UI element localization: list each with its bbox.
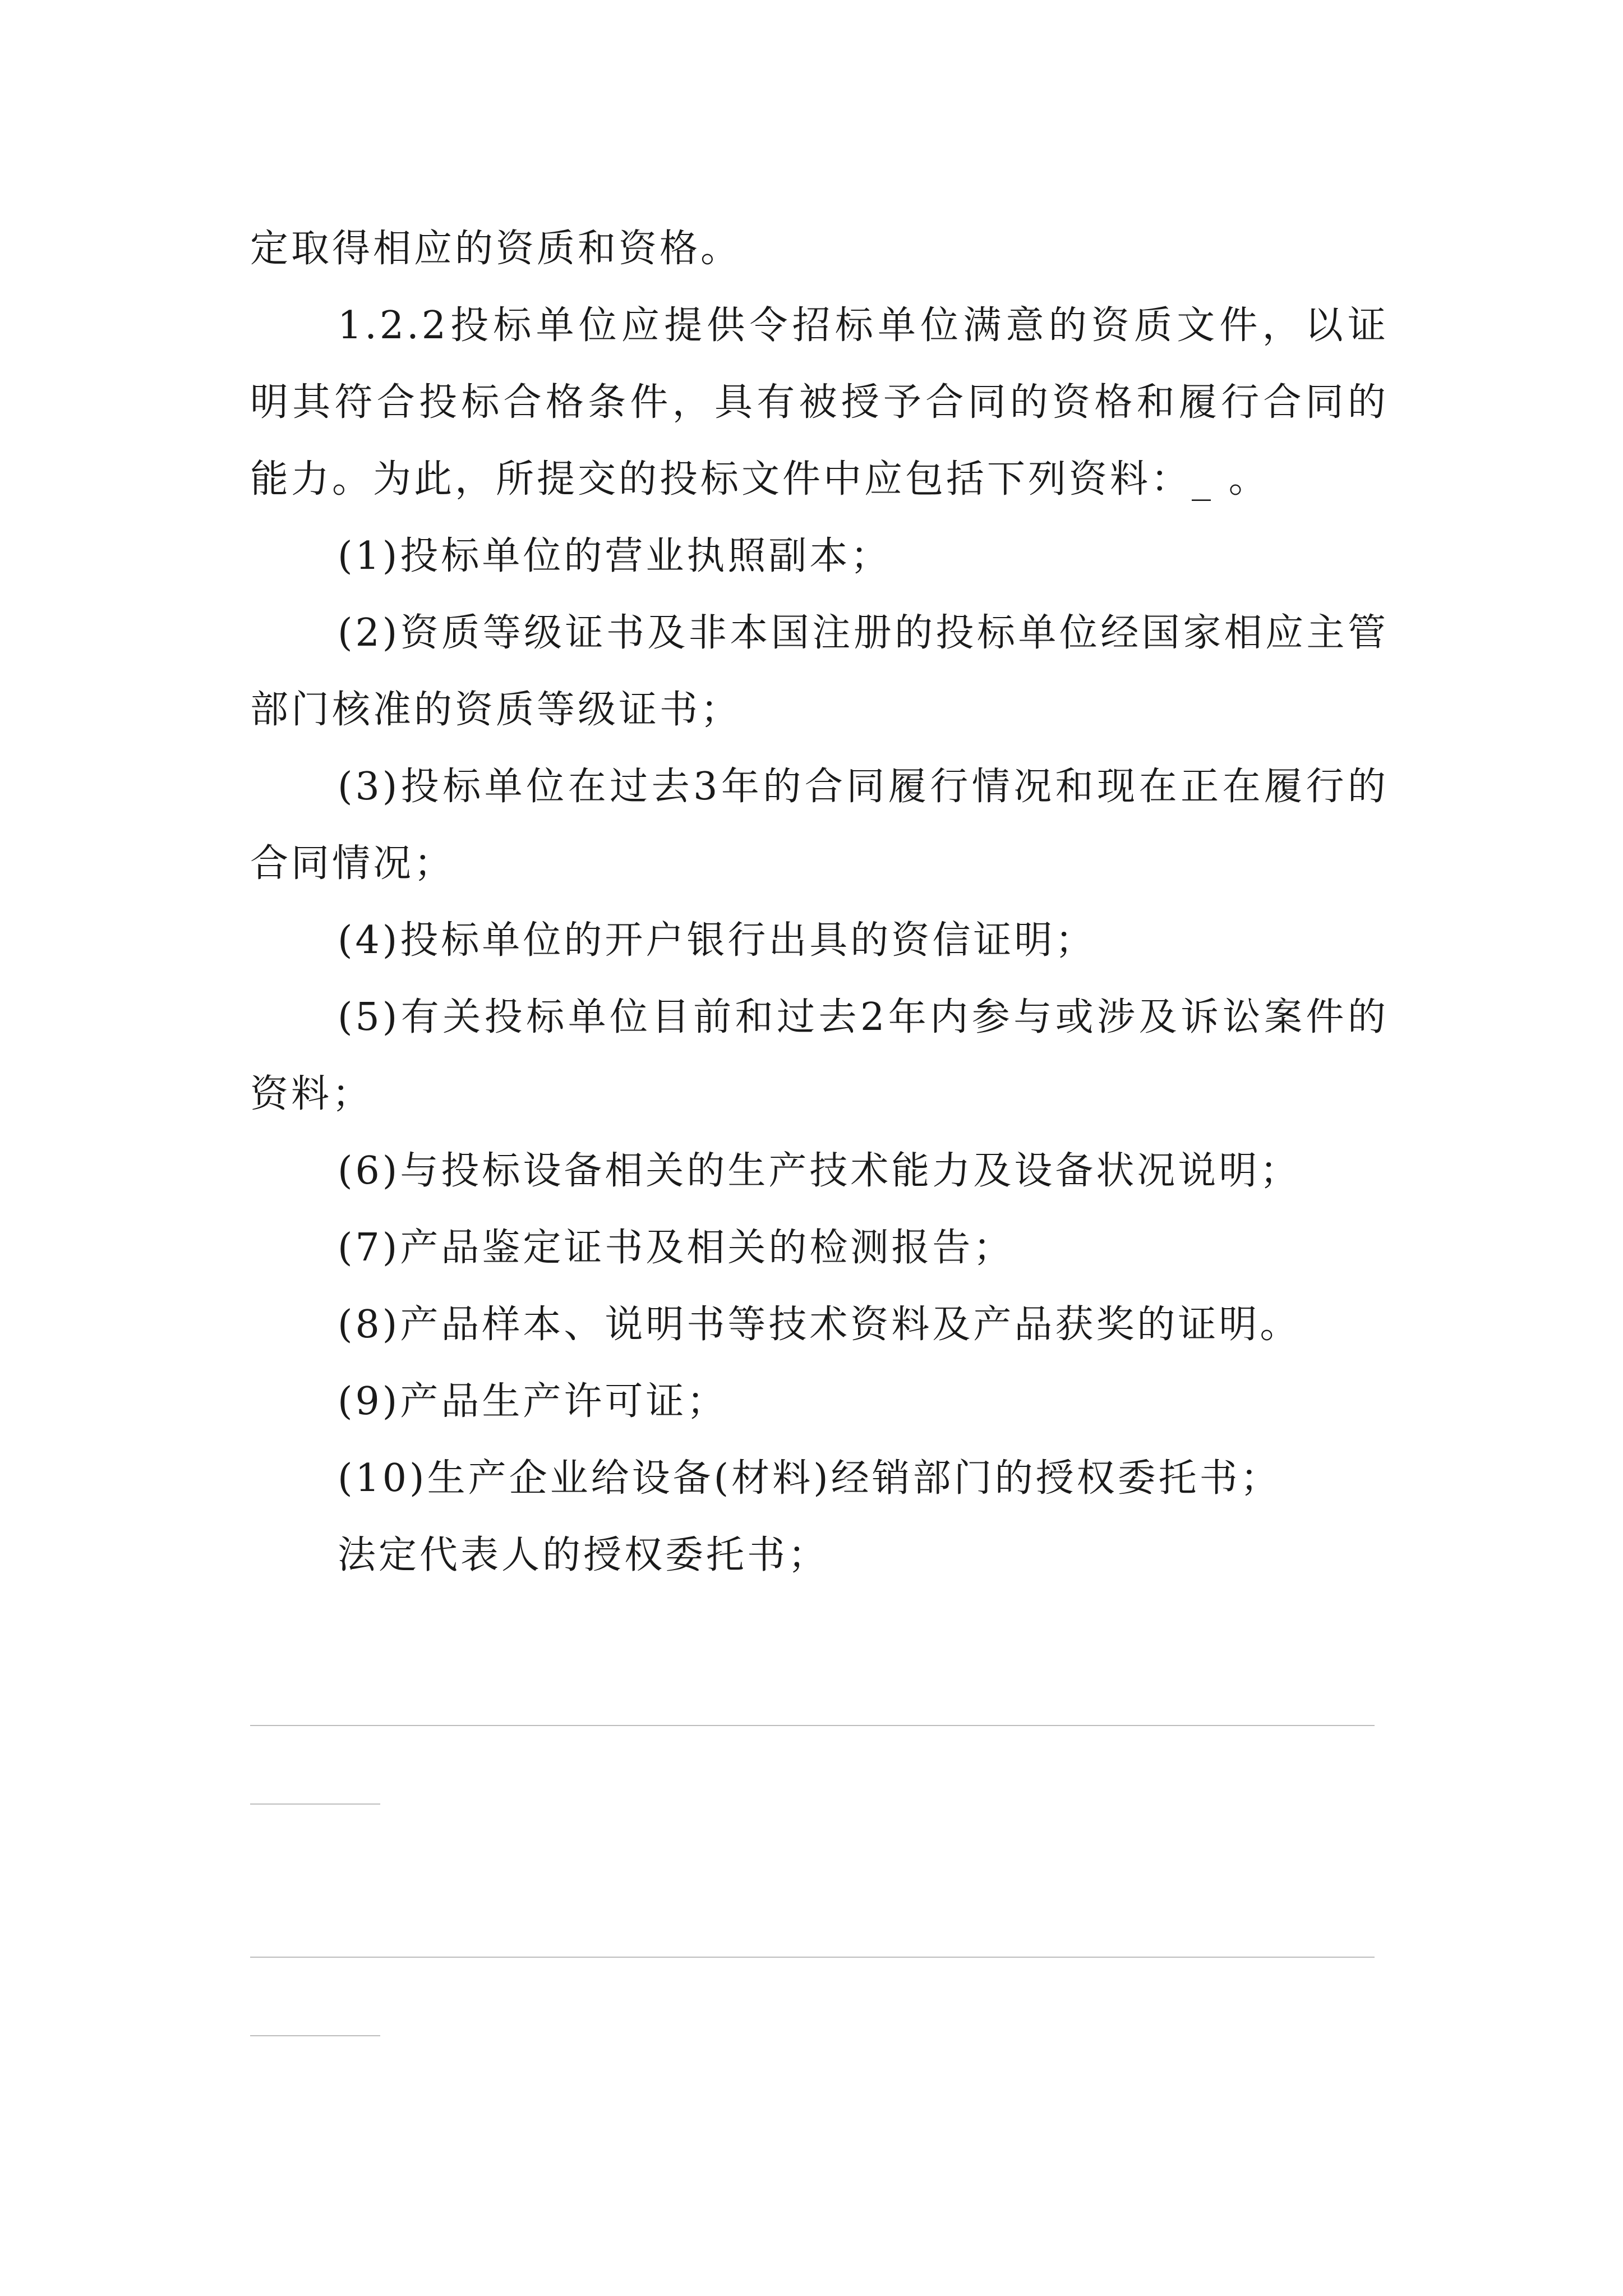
list-item-6: (6)与投标设备相关的生产技术能力及设备状况说明； bbox=[338, 1149, 1301, 1193]
paragraph-continuation: 定取得相应的资质和资格。 bbox=[250, 227, 742, 271]
list-item-5: (5)有关投标单位目前和过去2年内参与或涉及诉讼案件的资料； bbox=[250, 995, 1389, 1116]
list-item-7: (7)产品鉴定证书及相关的检测报告； bbox=[338, 1226, 1015, 1270]
document-body bbox=[250, 210, 1389, 1594]
list-item-9: (9)产品生产许可证； bbox=[338, 1379, 728, 1424]
footer-rule-2 bbox=[250, 1957, 1375, 1958]
footer-rule-2-tail bbox=[250, 2035, 380, 2036]
footer-rule-1-tail bbox=[250, 1803, 380, 1805]
list-item-1: (1)投标单位的营业执照副本； bbox=[338, 534, 892, 578]
list-item-2: (2)资质等级证书及非本国注册的投标单位经国家相应主管部门核准的资质等级证书； bbox=[250, 611, 1389, 732]
list-item-legal-rep: 法定代表人的授权委托书； bbox=[338, 1533, 829, 1577]
paragraph-qualification-docs: 1.2.2投标单位应提供令招标单位满意的资质文件，以证明其符合投标合格条件，具有被授予合同的资格和履行合同的能力。为此，所提交的投标文件中应包括下列资料：_ 。 bbox=[250, 303, 1389, 501]
list-item-8: (8)产品样本、说明书等技术资料及产品获奖的证明。 bbox=[338, 1303, 1301, 1347]
list-item-10: (10)生产企业给设备(材料)经销部门的授权委托书； bbox=[338, 1456, 1281, 1501]
list-item-4: (4)投标单位的开户银行出具的资信证明； bbox=[338, 918, 1096, 963]
list-item-3: (3)投标单位在过去3年的合同履行情况和现在正在履行的合同情况； bbox=[250, 765, 1389, 886]
footer-rule-1 bbox=[250, 1725, 1375, 1726]
